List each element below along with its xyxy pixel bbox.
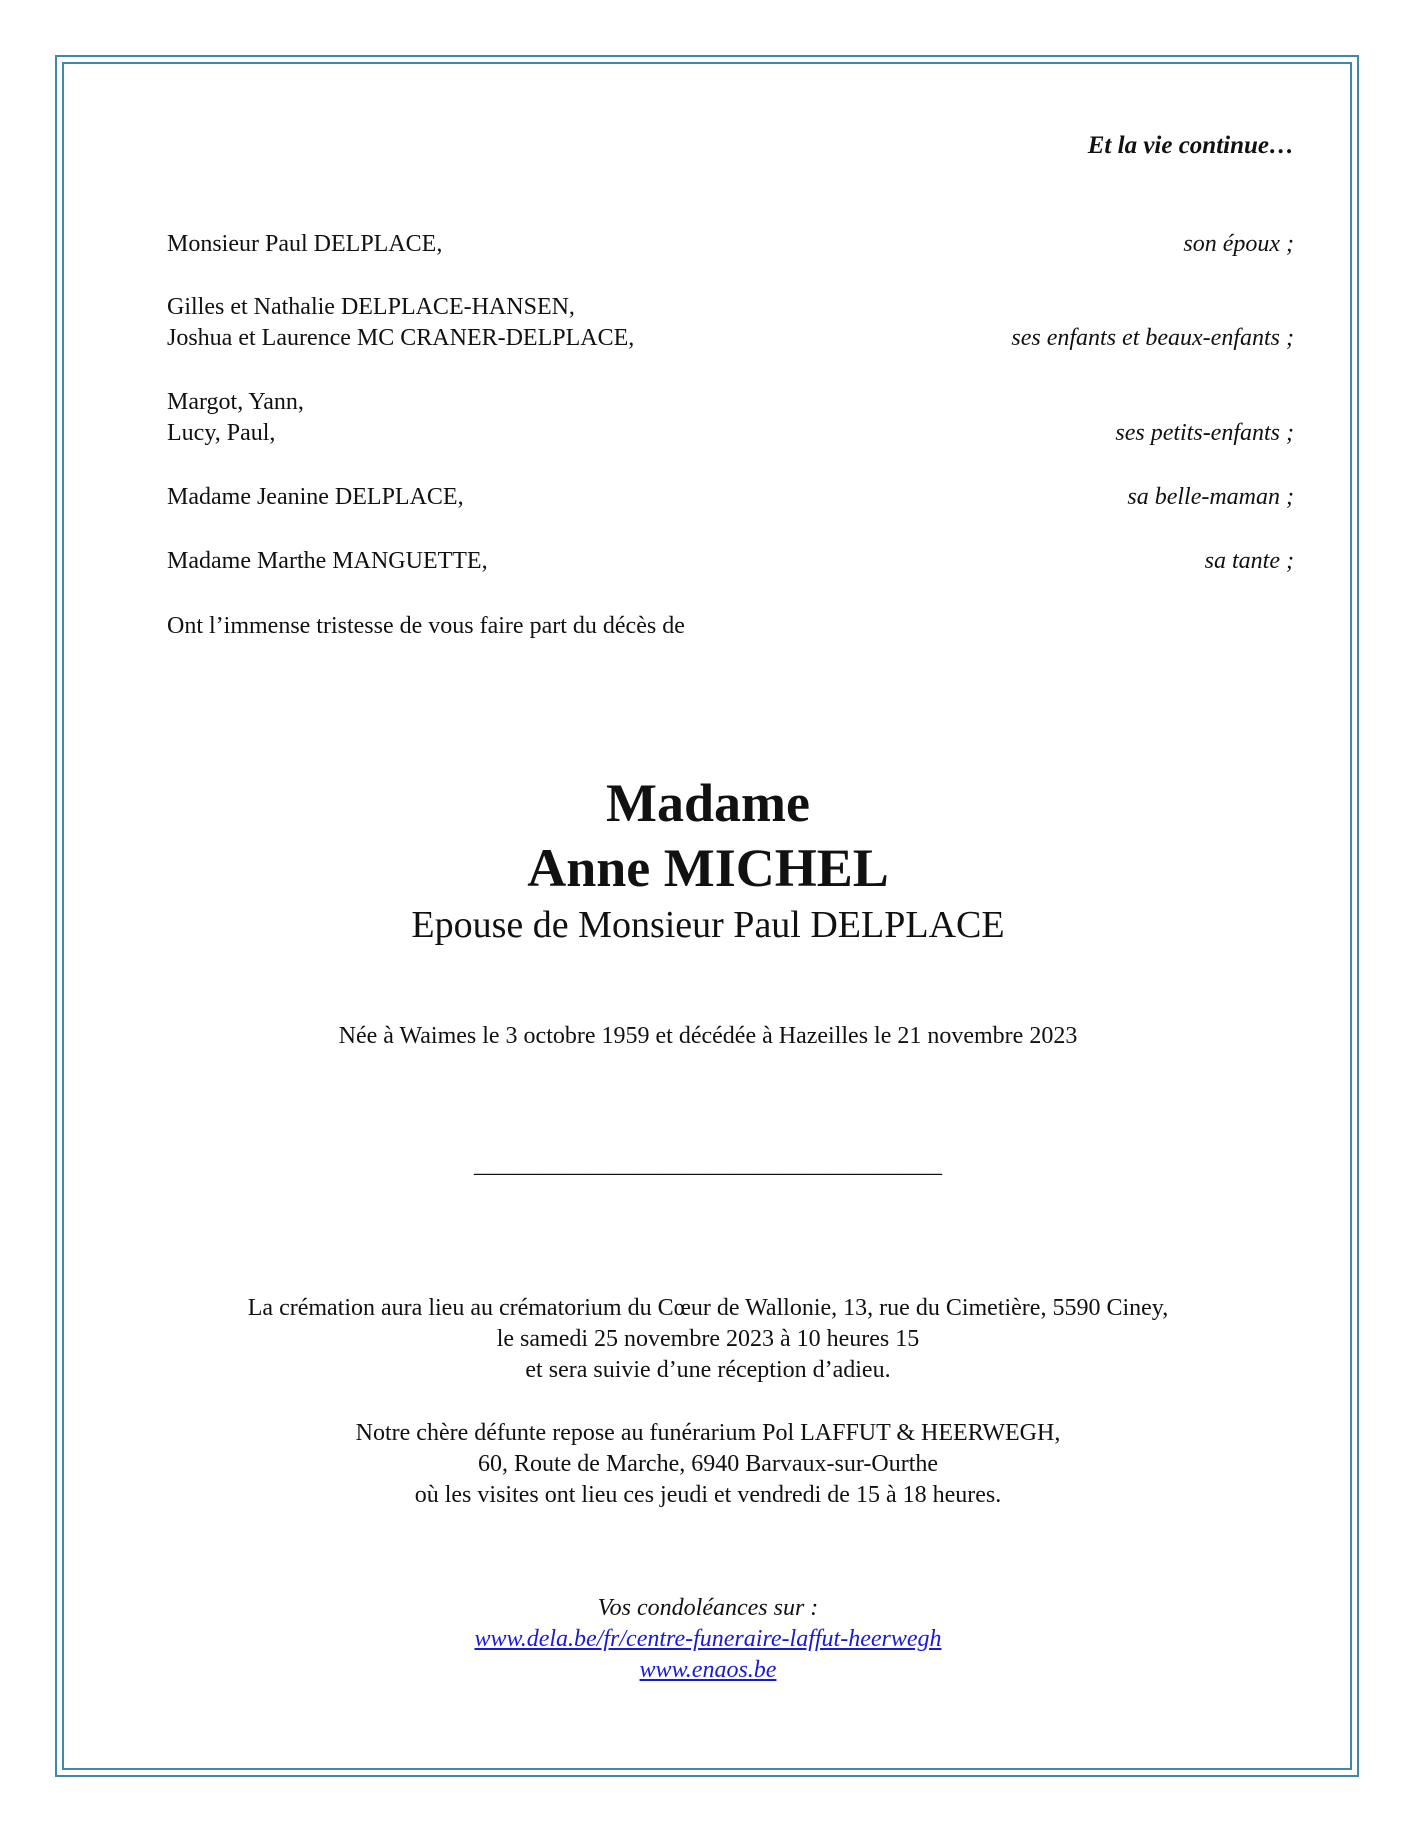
family-names — [167, 482, 464, 513]
family-name: Monsieur Paul DELPLACE, — [167, 231, 443, 257]
condolences-link-dela[interactable]: www.dela.be/fr/centre-funeraire-laffut-heerwegh — [474, 1626, 942, 1652]
ceremony-line: La crémation aura lieu au crématorium du Cœur de Wallonie, 13, rue du Cimetière, 5590 Ciney, — [247, 1295, 1169, 1321]
ceremony-info — [0, 1293, 1416, 1386]
family-name: Madame Jeanine DELPLACE, — [167, 484, 464, 510]
ceremony-line: et sera suivie d’une réception d’adieu. — [525, 1357, 891, 1383]
family-names — [167, 546, 488, 577]
family-row-spouse — [167, 229, 1294, 260]
separator-line: _______________________________________ — [474, 1152, 942, 1178]
family-relation: ses enfants et beaux-enfants ; — [1011, 325, 1294, 351]
visits-line: 60, Route de Marche, 6940 Barvaux-sur-Ourthe — [477, 1451, 939, 1477]
family-row-grandchildren — [167, 387, 1294, 449]
family-relation: ses petits-enfants ; — [1115, 420, 1294, 446]
condolences — [0, 1593, 1416, 1686]
family-names — [167, 292, 634, 354]
family-row-children — [167, 292, 1294, 354]
family-name: Gilles et Nathalie DELPLACE-HANSEN, — [167, 294, 575, 320]
family-row-aunt — [167, 546, 1294, 577]
family-relation: sa tante ; — [1204, 548, 1294, 574]
visits-line: Notre chère défunte repose au funérarium Pol LAFFUT & HEERWEGH, — [355, 1420, 1061, 1446]
birth-death-dates: Née à Waimes le 3 octobre 1959 et décédée à Hazeilles le 21 novembre 2023 — [338, 1023, 1078, 1049]
family-name: Joshua et Laurence MC CRANER-DELPLACE, — [167, 325, 635, 351]
family-name: Lucy, Paul, — [167, 420, 276, 446]
family-row-mother-in-law — [167, 482, 1294, 513]
condolences-label: Vos condoléances sur : — [597, 1595, 819, 1621]
condolences-link-enaos[interactable]: www.enaos.be — [639, 1657, 777, 1683]
family-relation: sa belle-maman ; — [1127, 484, 1294, 510]
announcement: Ont l’immense tristesse de vous faire part du décès de — [167, 613, 685, 639]
family-name: Margot, Yann, — [167, 389, 304, 415]
visits-info — [0, 1418, 1416, 1511]
deceased-name: Anne MICHEL — [527, 838, 889, 898]
ceremony-line: le samedi 25 novembre 2023 à 10 heures 15 — [496, 1326, 920, 1352]
deceased-spouse: Epouse de Monsieur Paul DELPLACE — [411, 904, 1005, 946]
family-names — [167, 229, 442, 260]
motto: Et la vie continue… — [1087, 132, 1294, 159]
deceased-title: Madame — [606, 773, 810, 833]
visits-line: où les visites ont lieu ces jeudi et vendredi de 15 à 18 heures. — [414, 1482, 1002, 1508]
family-name: Madame Marthe MANGUETTE, — [167, 548, 488, 574]
family-relation: son époux ; — [1183, 231, 1294, 257]
family-names — [167, 387, 304, 449]
